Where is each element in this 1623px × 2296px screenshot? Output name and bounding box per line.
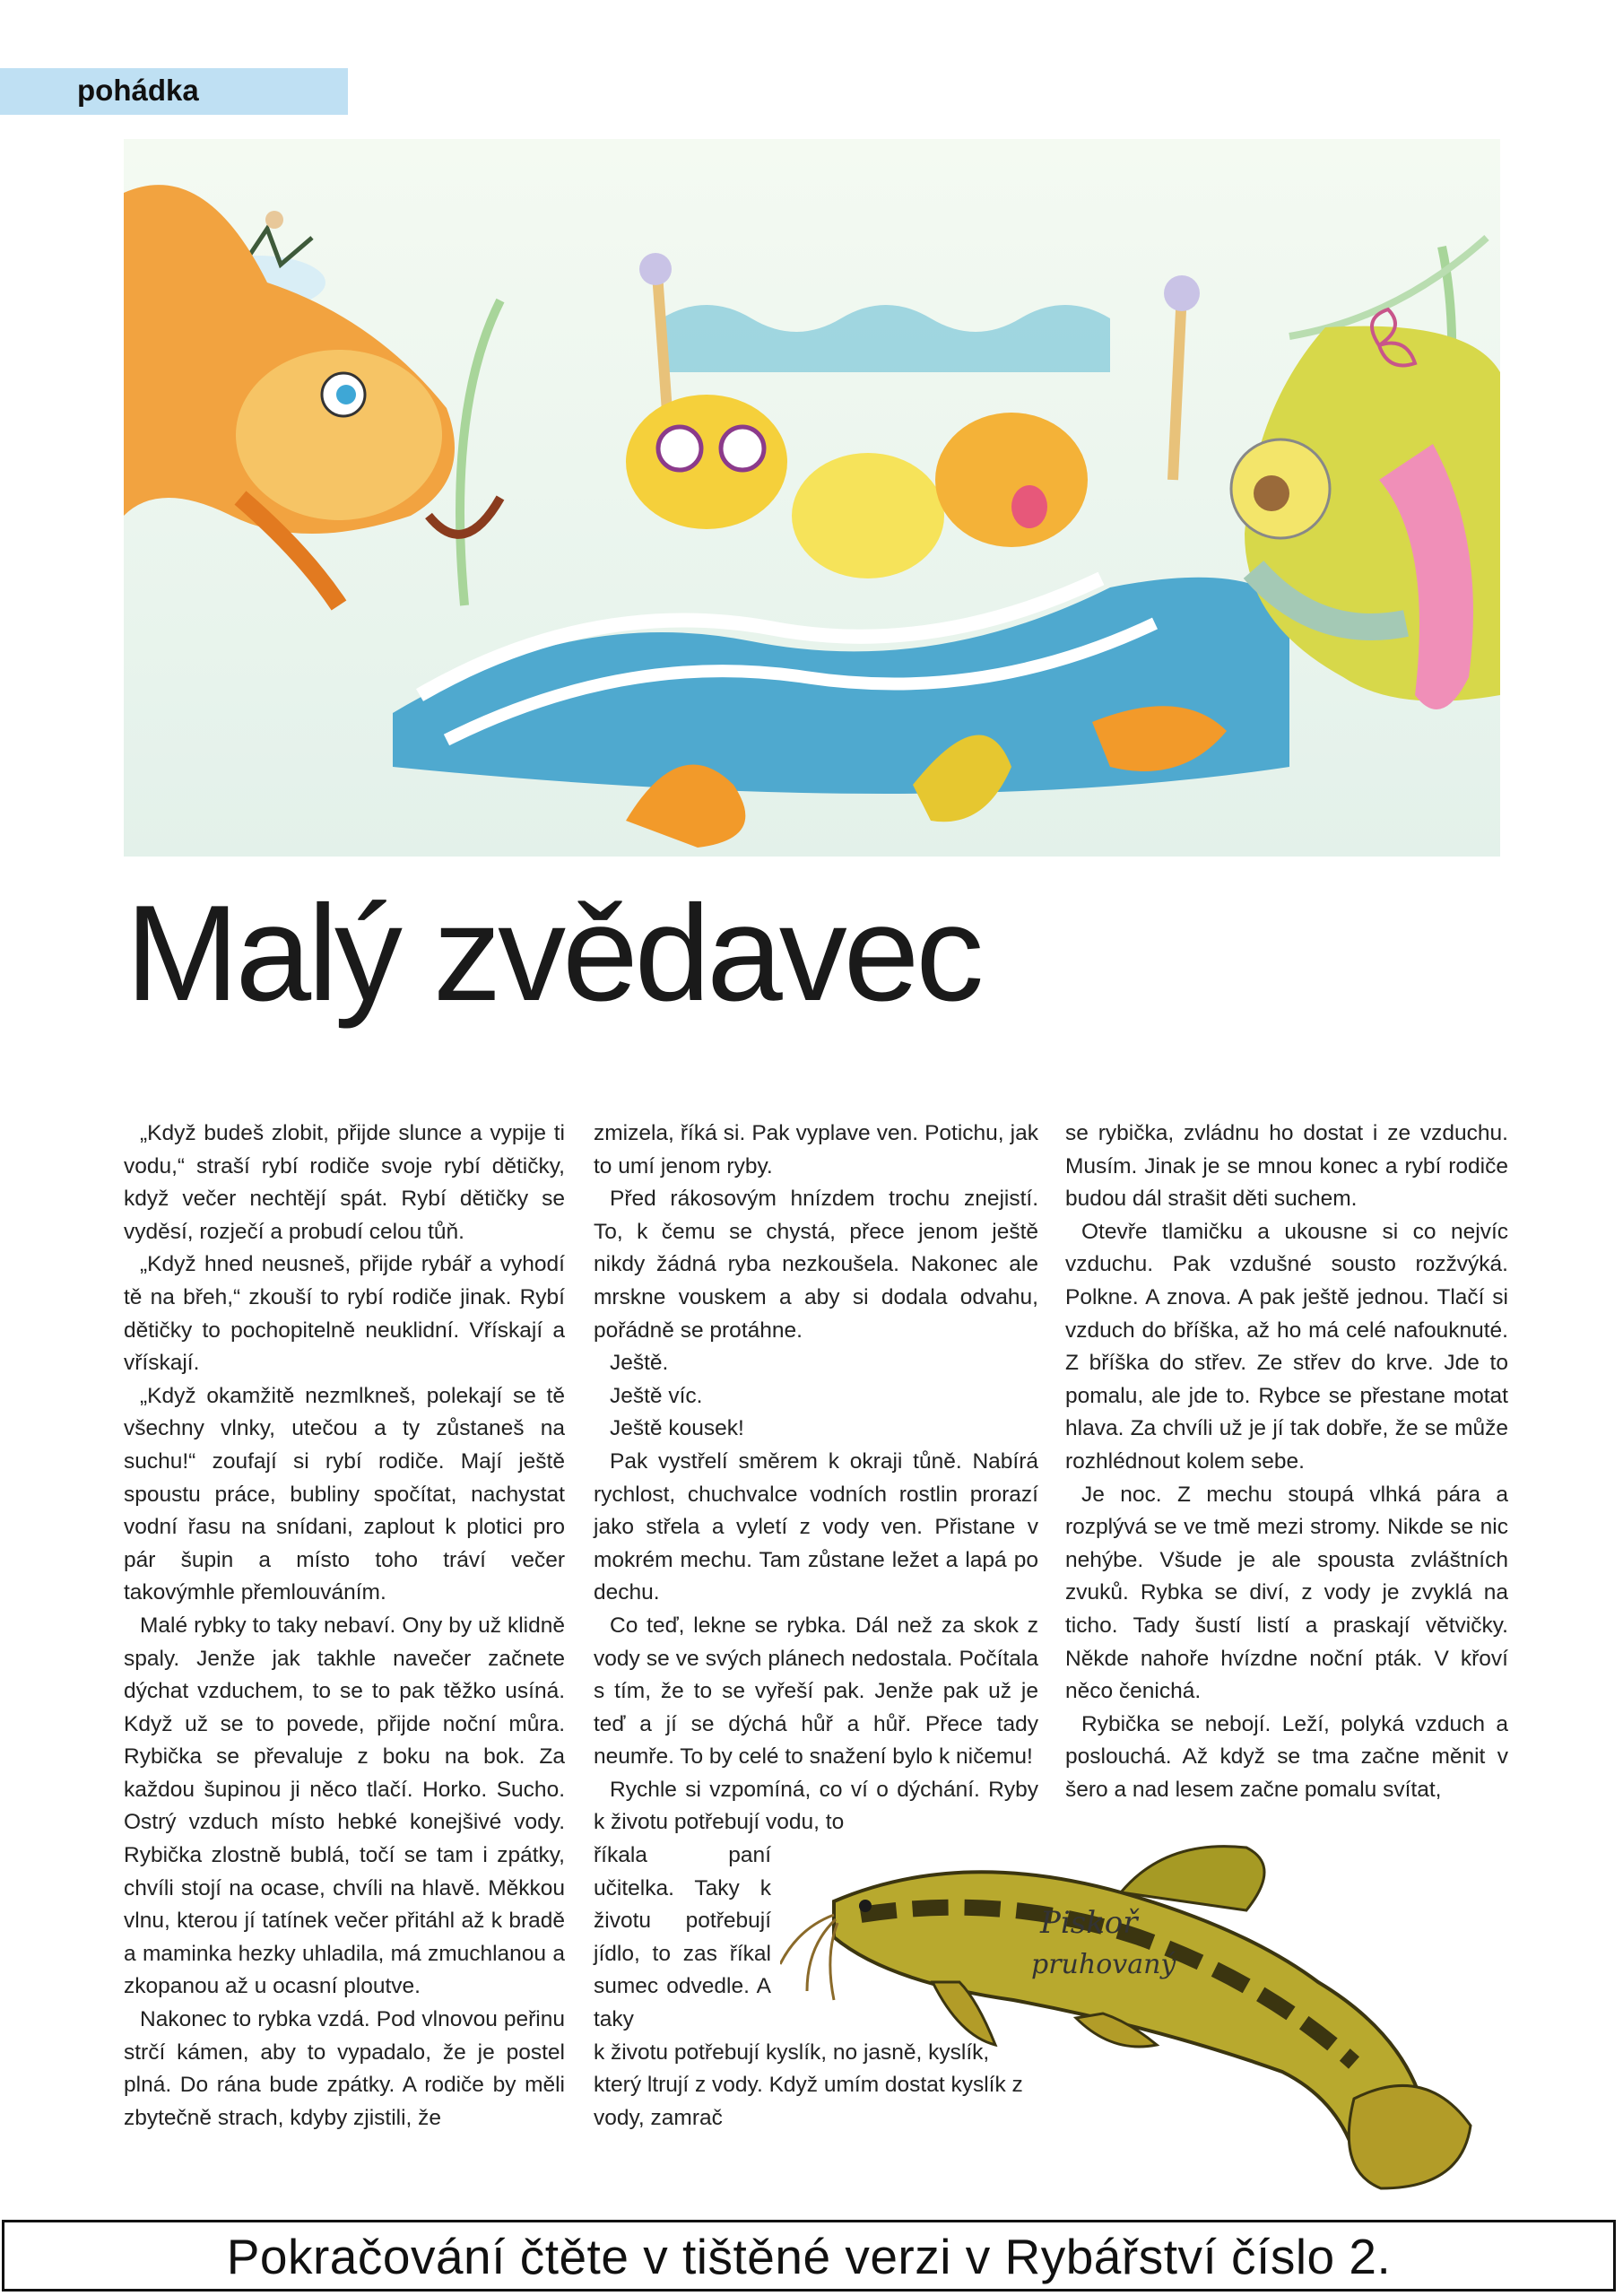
- paragraph: „Když budeš zlobit, přijde slunce a vypije ti vodu,“ straší rybí rodiče svoje rybí dětičky, když večer nechtějí spát. Rybí dětičky se vyděsí, rozječí a probudí celou tůň.: [124, 1121, 565, 1244]
- paragraph: Ještě víc.: [610, 1383, 703, 1408]
- paragraph: se rybička, zvládnu ho dostat i ze vzduchu. Musím. Jinak je se mnou konec a rybí rodiče budou dál strašit děti suchem.: [1065, 1121, 1508, 1212]
- footer-text: Pokračování čtěte v tištěné verzi v Rybářství číslo 2.: [226, 2229, 1392, 2284]
- paragraph: zmizela, říká si. Pak vyplave ven. Potichu, jak to umí jenom ryby.: [594, 1121, 1038, 1178]
- paragraph: Rychle si vzpomíná, co ví o dýchání. Ryby k životu potřebují vodu, to: [594, 1777, 1038, 1835]
- paragraph: Nakonec to rybka vzdá. Pod vlnovou peřinu strčí kámen, aby to vypadalo, že je postel plná. Do rána bude zpátky. A rodiče by měli zbytečně strach, kdyby zjistili, že: [124, 2007, 565, 2130]
- caption-line-1: Piskoř: [1040, 1905, 1138, 1941]
- paragraph: „Když okamžitě nezmlkneš, polekají se tě všechny vlnky, utečou a ty zůstaneš na suchu!“ zoufají si rybí rodiče. Mají ještě spoustu práce, bubliny spočítat, nachystat vodní řasu na snídani, zaplout k plotici pro pár šupin a místo toho tráví večer takovýmhle přemlouváním.: [124, 1383, 565, 1605]
- paragraph: Je noc. Z mechu stoupá vlhká pára a rozplývá se ve tmě mezi stromy. Nikde se nic nehýbe. Všude je ale spousta zvláštních zvuků. Rybka se diví, z vody je zvyklá na ticho. Tady šustí listí a praskají větvičky. Někde nahoře hvízdne noční pták. V křoví něco čenichá.: [1065, 1482, 1508, 1704]
- continuation-footer: [2, 2220, 1616, 2292]
- paragraph: Ještě kousek!: [610, 1416, 744, 1441]
- paragraph-narrow: říkala paní učitelka. Taky k životu potřebují jídlo, to zas říkal sumec odvedle. A taky: [594, 1843, 771, 2032]
- weatherfish-illustration: [780, 1830, 1497, 2197]
- article-title: Malý zvědavec: [126, 877, 981, 1030]
- paragraph: „Když hned neusneš, přijde rybář a vyhodí tě na břeh,“ zkouší to rybí rodiče jinak. Rybí dětičky to pochopitelně neuklidní. Vřískají a vřískají.: [124, 1252, 565, 1376]
- header-illustration: [124, 139, 1500, 857]
- paragraph: Co teď, lekne se rybka. Dál než za skok z vody se ve svých plánech nedostala. Počítala s tím, že to se vyřeší pak. Jenže pak už je teď a jí se dýchá hůř a hůř. Přece tady neumře. To by celé to snažení bylo k ničemu!: [594, 1613, 1038, 1770]
- section-tag-label: pohádka: [77, 74, 199, 107]
- text-column-3: [1065, 1118, 1508, 1806]
- paragraph: Před rákosovým hnízdem trochu znejistí. To, k čemu se chystá, přece jenom ještě nikdy žádná ryba nezkoušela. Nakonec ale mrskne vouskem a aby si dodala odvahu, pořádně se protáhne.: [594, 1187, 1038, 1343]
- paragraph: Rybička se nebojí. Leží, polyká vzduch a poslouchá. Až když se tma začne měnit v šero a nad lesem začne pomalu svítat,: [1065, 1711, 1508, 1802]
- section-tag: [0, 68, 348, 115]
- text-column-1: [124, 1118, 565, 2135]
- paragraph: Ještě.: [610, 1351, 669, 1376]
- paragraph: Pak vystřelí směrem k okraji tůně. Nabírá rychlost, chuchvalce vodních rostlin prorazí jako střela a vyletí z vody ven. Přistane v mokrém mechu. Tam zůstane ležet a lapá po dechu.: [594, 1448, 1038, 1605]
- paragraph: Malé rybky to taky nebaví. Ony by už klidně spaly. Jenže jak takhle navečer začnete dýchat vzduchem, to se to pak těžko usíná. Když už se to povede, přijde noční můra. Rybička se převaluje z boku na bok. Za každou šupinou ji něco tlačí. Horko. Sucho. Ostrý vzduch místo hebké konejšivé vody. Rybička zlostně bublá, točí se tam i zpátky, chvíli stojí na ocase, chvíli na hlavě. Měkkou vlnu, kterou jí tatínek večer přitáhl až k bradě a maminka hezky uhladila, má zmuchlanou a zkopanou až u ocasní ploutve.: [124, 1613, 565, 1999]
- caption-line-2: pruhovaný: [1031, 1949, 1176, 1980]
- paragraph: Otevře tlamičku a ukousne si co nejvíc vzduchu. Pak vzdušné sousto rozžvýká. Polkne. A znova. A pak ještě jednou. Tlačí si vzduch do bříška, až ho má celé nafouknuté. Z bříška do střev. Ze střev do krve. Jde to pomalu, ale jde to. Rybce se přestane motat hlava. Za chvíli už je jí tak dobře, že se může rozhlédnout kolem sebe.: [1065, 1219, 1508, 1474]
- paragraph: k životu potřebují kyslík, no jasně, kyslík, který ltrují z vody. Když umím dostat kyslík z vody, zamrač: [594, 2039, 1023, 2130]
